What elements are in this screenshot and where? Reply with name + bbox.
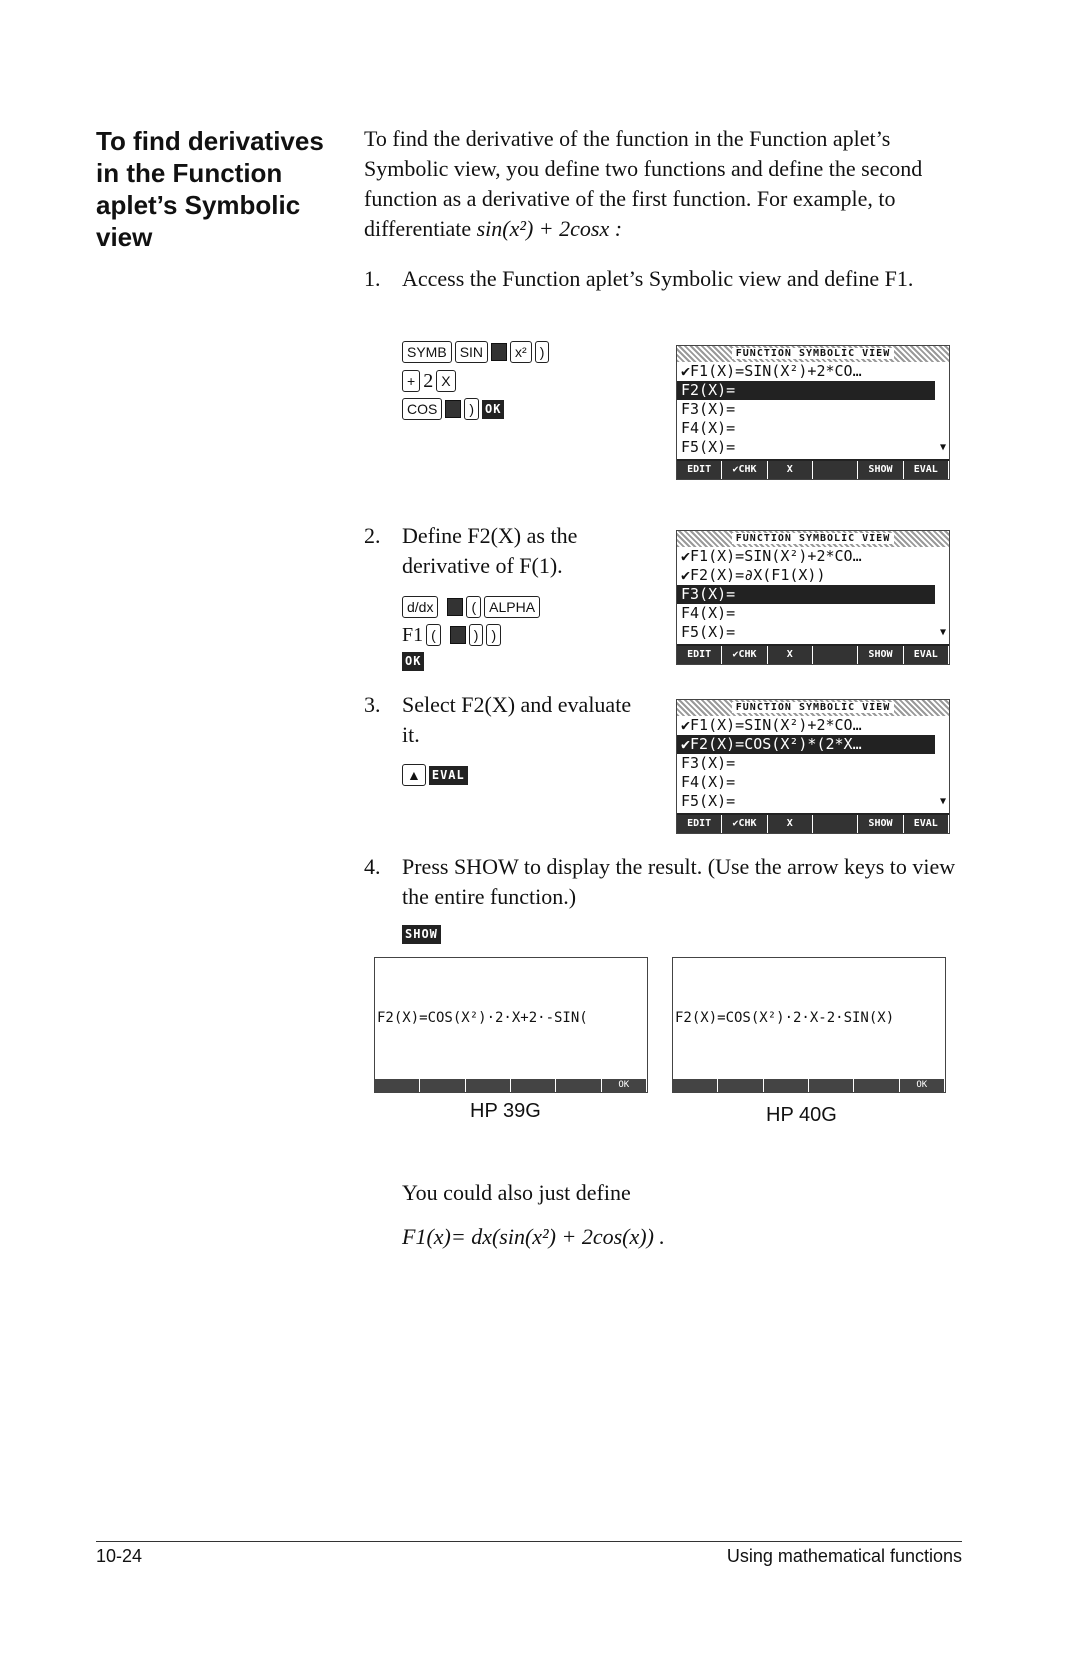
step-1-keys-row-3 [402, 398, 504, 420]
caption-hp39g: HP 39G [470, 1100, 541, 1122]
sin-key: SIN [455, 341, 488, 363]
close-paren-key: ) [486, 624, 501, 646]
alternative-text: You could also just define [402, 1180, 631, 1205]
result-menu [673, 1079, 945, 1092]
menu-edit: EDIT [677, 461, 722, 479]
menu-blank [813, 646, 858, 664]
screen-line-selected: F2(X)= [677, 381, 935, 400]
menu-edit: EDIT [677, 815, 722, 833]
menu-show: SHOW [858, 646, 903, 664]
menu-chk: ✔CHK [722, 646, 767, 664]
caption-hp40g: HP 40G [766, 1104, 837, 1126]
alpha-key: ALPHA [484, 596, 540, 618]
ok-softkey: OK [482, 400, 504, 419]
step-3-number: 3. [364, 692, 381, 717]
step-4-text: Press SHOW to display the result. (Use the arrow keys to view the entire function.) [402, 854, 956, 909]
page-number: 10-24 [96, 1546, 143, 1566]
screen-line: F5(X)= ▼ [681, 792, 946, 810]
calculator-screen-3 [676, 699, 950, 834]
screen-menu [677, 459, 949, 479]
screen-menu [677, 644, 949, 664]
menu-eval: EVAL [904, 461, 949, 479]
intro-paragraph [364, 124, 954, 244]
menu-show: SHOW [858, 461, 903, 479]
scroll-down-icon: ▼ [939, 442, 946, 453]
screen-line: F3(X)= [681, 754, 736, 772]
scroll-down-icon: ▼ [939, 627, 946, 638]
screen-header: FUNCTION SYMBOLIC VIEW [677, 531, 949, 547]
screen-line: F4(X)= [681, 419, 736, 437]
open-paren-key: ( [426, 624, 441, 646]
step-1-number: 1. [364, 266, 381, 291]
menu-blank [813, 815, 858, 833]
result-screen-hp39g [374, 957, 648, 1093]
section-heading: To find derivatives in the Function aplet’s Symbolic view [96, 126, 324, 252]
screen-line: F5(X)= ▼ [681, 438, 946, 456]
calculator-screen-1 [676, 345, 950, 480]
x-key: X [436, 370, 455, 392]
close-paren-key: ) [535, 341, 550, 363]
result-expression: F2(X)=COS(X²)·2·X-2·SIN(X) [675, 1010, 895, 1026]
screen-line: F4(X)= [681, 604, 736, 622]
menu-x: X [768, 646, 813, 664]
menu-eval: EVAL [904, 815, 949, 833]
screen-header: FUNCTION SYMBOLIC VIEW [677, 700, 949, 716]
screen-line-selected: ✔F2(X)=COS(X²)*(2*X… [677, 735, 935, 754]
calculator-screen-2 [676, 530, 950, 665]
menu-x: X [768, 815, 813, 833]
close-paren-key: ) [464, 398, 479, 420]
screen-header: FUNCTION SYMBOLIC VIEW [677, 346, 949, 362]
screen-line: ✔F1(X)=SIN(X²)+2*CO… [681, 716, 862, 734]
step-2-keys-row-3 [402, 650, 424, 672]
screen-line: ✔F2(X)=∂X(F1(X)) [681, 566, 826, 584]
up-arrow-key: ▲ [402, 764, 426, 786]
screen-line-selected: F3(X)= [677, 585, 935, 604]
shift-key-icon [491, 343, 507, 361]
close-paren-key: ) [469, 624, 484, 646]
open-paren-key: ( [466, 596, 481, 618]
step-2-text: Define F2(X) as the derivative of F(1). [402, 523, 578, 578]
x-squared-key: x² [510, 341, 532, 363]
screen-menu [677, 813, 949, 833]
result-screen-hp40g [672, 957, 946, 1093]
step-3-keys [402, 764, 468, 786]
screen-line: F3(X)= [681, 400, 736, 418]
intro-expression: sin(x²) + 2cosx : [476, 216, 623, 241]
step-4-keys [402, 923, 441, 945]
result-menu [375, 1079, 647, 1092]
shift-key-icon [450, 626, 466, 644]
step-1-keys-row-2 [402, 370, 456, 392]
menu-x: X [768, 461, 813, 479]
step-2-keys-row-2 [402, 624, 501, 646]
step-2-keys-row-1 [402, 596, 540, 618]
step-3-text: Select F2(X) and evaluate it. [402, 692, 632, 747]
footer-divider [96, 1541, 962, 1542]
step-4-number: 4. [364, 854, 381, 879]
ok-softkey: OK [402, 652, 424, 671]
screen-line: F5(X)= ▼ [681, 623, 946, 641]
step-1-text: Access the Function aplet’s Symbolic view and define F1. [402, 266, 914, 291]
screen-line: ✔F1(X)=SIN(X²)+2*CO… [681, 547, 862, 565]
menu-chk: ✔CHK [722, 461, 767, 479]
plus-key: + [402, 370, 420, 392]
symb-key: SYMB [402, 341, 452, 363]
result-expression: F2(X)=COS(X²)·2·X+2·-SIN( [377, 1010, 588, 1026]
menu-chk: ✔CHK [722, 815, 767, 833]
alternative-expression: F1(x)= dx(sin(x²) + 2cos(x)) . [402, 1224, 665, 1249]
menu-edit: EDIT [677, 646, 722, 664]
screen-line: F4(X)= [681, 773, 736, 791]
cos-key: COS [402, 398, 442, 420]
step-1-keys-row-1 [402, 341, 549, 363]
show-softkey: SHOW [402, 925, 441, 944]
ddx-key: d/dx [402, 596, 438, 618]
intro-text: To find the derivative of the function in the Function aplet’s Symbolic view, you define two functions and define the second function as a derivative of the first function. For example, to differentiate [364, 126, 923, 241]
digit-2: 2 [423, 369, 434, 392]
shift-key-icon [447, 598, 463, 616]
screen-line: ✔F1(X)=SIN(X²)+2*CO… [681, 362, 862, 380]
menu-show: SHOW [858, 815, 903, 833]
menu-eval: EVAL [904, 646, 949, 664]
step-2-number: 2. [364, 523, 381, 548]
menu-blank [813, 461, 858, 479]
scroll-down-icon: ▼ [939, 796, 946, 807]
menu-ok: OK [602, 1079, 647, 1092]
menu-ok: OK [900, 1079, 945, 1092]
shift-key-icon [445, 400, 461, 418]
eval-softkey: EVAL [429, 766, 468, 785]
f1-text: F1 [402, 623, 424, 646]
chapter-title: Using mathematical functions [726, 1546, 962, 1566]
